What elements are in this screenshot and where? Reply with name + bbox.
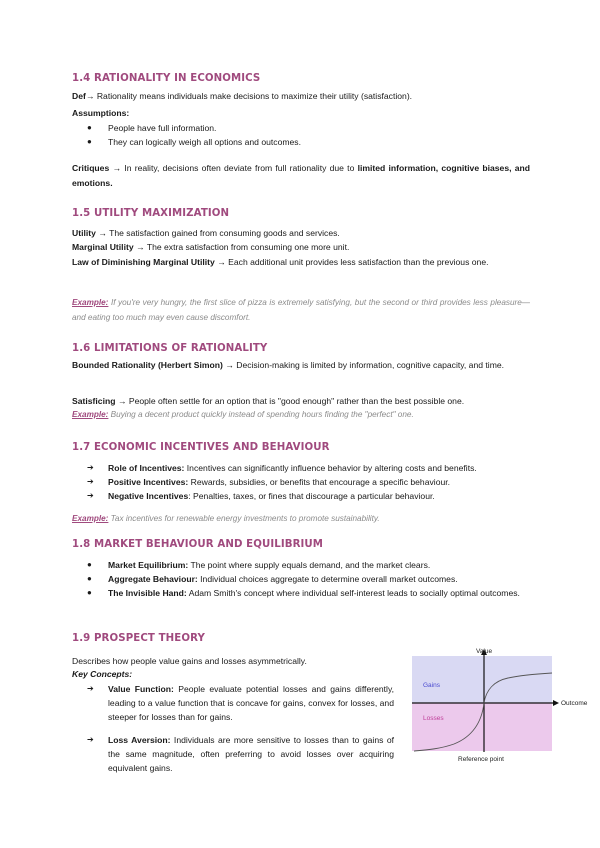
example-pizza: Example: If you're very hungry, the first slice of pizza is extremely satisfying, but the second or third provides less pleasure—and eating too much may even cause discomfort. — [72, 298, 530, 322]
prospect-list — [72, 682, 394, 775]
prospect-intro: Describes how people value gains and losses asymmetrically. — [72, 656, 307, 666]
law-diminishing-line: Law of Diminishing Marginal Utility → Each additional unit provides less satisfaction than the previous one. — [72, 257, 489, 267]
value-axis-label: Value — [476, 648, 493, 655]
list-item: ● They can logically weigh all options and outcomes. — [87, 137, 301, 148]
value-function-figure — [410, 644, 590, 764]
gains-label: Gains — [423, 682, 440, 689]
section-1-9-heading: 1.9 PROSPECT THEORY — [72, 633, 205, 644]
gains-region — [412, 656, 552, 703]
list-item: ➔ Loss Aversion: Individuals are more sensitive to losses than to gains of the same magnitude, often preferring to avoid losses over acquiring equivalent gains. — [87, 734, 394, 774]
marginal-utility-line: Marginal Utility → The extra satisfaction from consuming one more unit. — [72, 242, 350, 252]
section-1-5-heading: 1.5 UTILITY MAXIMIZATION — [72, 208, 230, 219]
outcome-axis-label: Outcome — [561, 700, 588, 707]
section-1-4-heading: 1.4 RATIONALITY IN ECONOMICS — [72, 73, 261, 84]
assumptions-list — [72, 121, 530, 149]
section-1-6-heading: 1.6 LIMITATIONS OF RATIONALITY — [72, 343, 268, 354]
example-satisficing: Example: Buying a decent product quickly instead of spending hours finding the "perfect" one. — [72, 410, 414, 419]
losses-region — [412, 703, 552, 751]
list-item: ➔ Role of Incentives: Incentives can significantly influence behavior by altering costs and benefits. — [87, 463, 477, 473]
list-item: ● The Invisible Hand: Adam Smith's concept where individual self-interest leads to socially optimal outcomes. — [87, 588, 520, 599]
list-item: ● People have full information. — [87, 123, 217, 133]
assumptions-label: Assumptions: — [72, 108, 130, 118]
list-item: ➔ Positive Incentives: Rewards, subsidies, or benefits that encourage a specific behaviour. — [87, 477, 451, 488]
critiques-paragraph: Critiques → In reality, decisions often deviate from full rationality due to limited information, cognitive biases, and emotions. — [72, 163, 530, 188]
market-list — [72, 558, 530, 601]
satisficing-paragraph: Satisficing → People often settle for an option that is "good enough" rather than the best possible one. — [72, 396, 465, 406]
list-item: ➔ Value Function: People evaluate potential losses and gains differently, leading to a value function that is concave for gains, convex for losses, and steeper for losses than for gains. — [87, 684, 394, 723]
key-concepts-label: Key Concepts: — [72, 669, 133, 679]
incentives-list — [72, 461, 530, 504]
example-tax-incentives: Example: Tax incentives for renewable energy investments to promote sustainability. — [72, 514, 380, 523]
def-paragraph: Def→ Rationality means individuals make decisions to maximize their utility (satisfaction). — [72, 91, 413, 101]
reference-point-label: Reference point — [458, 756, 504, 763]
utility-line: Utility → The satisfaction gained from consuming goods and services. — [72, 228, 340, 238]
list-item: ● Aggregate Behaviour: Individual choices aggregate to determine overall market outcomes. — [87, 574, 458, 585]
list-item: ● Market Equilibrium: The point where supply equals demand, and the market clears. — [87, 560, 431, 570]
section-1-8-heading: 1.8 MARKET BEHAVIOUR AND EQUILIBRIUM — [72, 539, 324, 550]
outcome-axis-arrow — [553, 700, 559, 706]
section-1-7-heading: 1.7 ECONOMIC INCENTIVES AND BEHAVIOUR — [72, 442, 330, 453]
losses-label: Losses — [423, 715, 444, 722]
bounded-rationality-paragraph: Bounded Rationality (Herbert Simon) → Decision-making is limited by information, cognitive capacity, and time. — [72, 360, 505, 370]
list-item: ➔ Negative Incentives: Penalties, taxes, or fines that discourage a particular behaviour. — [87, 491, 435, 502]
